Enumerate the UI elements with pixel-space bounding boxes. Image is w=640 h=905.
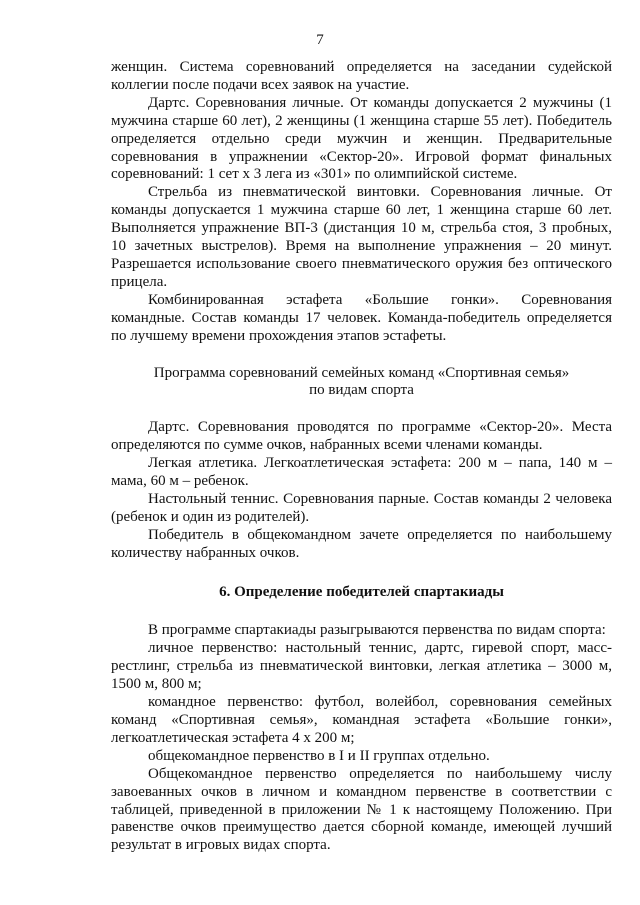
paragraph-overall-groups: общекомандное первенство в I и II группах отдельно. [148, 747, 490, 764]
paragraph-program: В программе спартакиады разыгрываются первенства по видам спорта: [148, 622, 606, 639]
paragraph-shooting: Стрельба из пневматической винтовки. Соревнования личные. От команды допускается 1 мужчина старше 60 лет, 1 женщина старше 60 лет. Выполняется упражнение ВП-3 (дистанция 10 м, стрельба стоя, 3 пробных, 10 зачетных выстрелов). Время на выполнение упражнения – 20 минут. Разрешается использование своего пневматического оружия без оптического прицела. [111, 184, 612, 290]
family-program-heading: Программа соревнований семейных команд «Спортивная семья» по видам спорта [153, 364, 570, 399]
paragraph-team: командное первенство: футбол, волейбол, соревнования семейных команд «Спортивная семья», командная эстафета «Большие гонки», легкоатлетическая эстафета 4 х 200 м; [111, 694, 612, 746]
paragraph-overall-rules: Общекомандное первенство определяется по наибольшему числу завоеванных очков в личном и командном первенстве в соответствии с таблицей, приведенной в приложении № 1 к настоящему Положению. При равенстве очков преимущество дается сборной команде, имеющей лучший результат в игровых видах спорта. [111, 765, 612, 854]
section-title: 6. Определение победителей спартакиады [219, 583, 504, 600]
paragraph-family-athletics: Легкая атлетика. Легкоатлетическая эстафета: 200 м – папа, 140 м – мама, 60 м – ребенок. [111, 455, 612, 490]
paragraph-family-winner: Победитель в общекомандном зачете определяется по наибольшему количеству набранных очков. [111, 526, 612, 561]
document-body [111, 59, 612, 855]
paragraph-personal: личное первенство: настольный теннис, дартс, гиревой спорт, масс-рестлинг, стрельба из пневматической винтовки, легкая атлетика – 3000 м, 1500 м, 800 м; [111, 640, 612, 693]
paragraph-darts: Дартс. Соревнования личные. От команды допускается 2 мужчины (1 мужчина старше 60 лет), 2 женщины (1 женщина старше 55 лет). Победитель определяется отдельно среди мужчин и женщин. Предварительные соревнования в упражнении «Сектор-20». Игровой формат финальных соревнований: 1 сет х 3 лега из «301» по олимпийской системе. [111, 94, 612, 183]
paragraph: женщин. Система соревнований определяется на заседании судейской коллегии после подачи всех заявок на участие. [111, 59, 612, 93]
paragraph-relay: Комбинированная эстафета «Большие гонки». Соревнования командные. Состав команды 17 человек. Команда-победитель определяется по лучшему времени прохождения этапов эстафеты. [111, 291, 612, 344]
paragraph-family-tennis: Настольный теннис. Соревнования парные. Состав команды 2 человека (ребенок и один из родителей). [111, 490, 612, 525]
page-number: 7 [316, 32, 324, 48]
paragraph-family-darts: Дартс. Соревнования проводятся по программе «Сектор-20». Места определяются по сумме очков, набранных всеми членами команды. [111, 419, 612, 454]
